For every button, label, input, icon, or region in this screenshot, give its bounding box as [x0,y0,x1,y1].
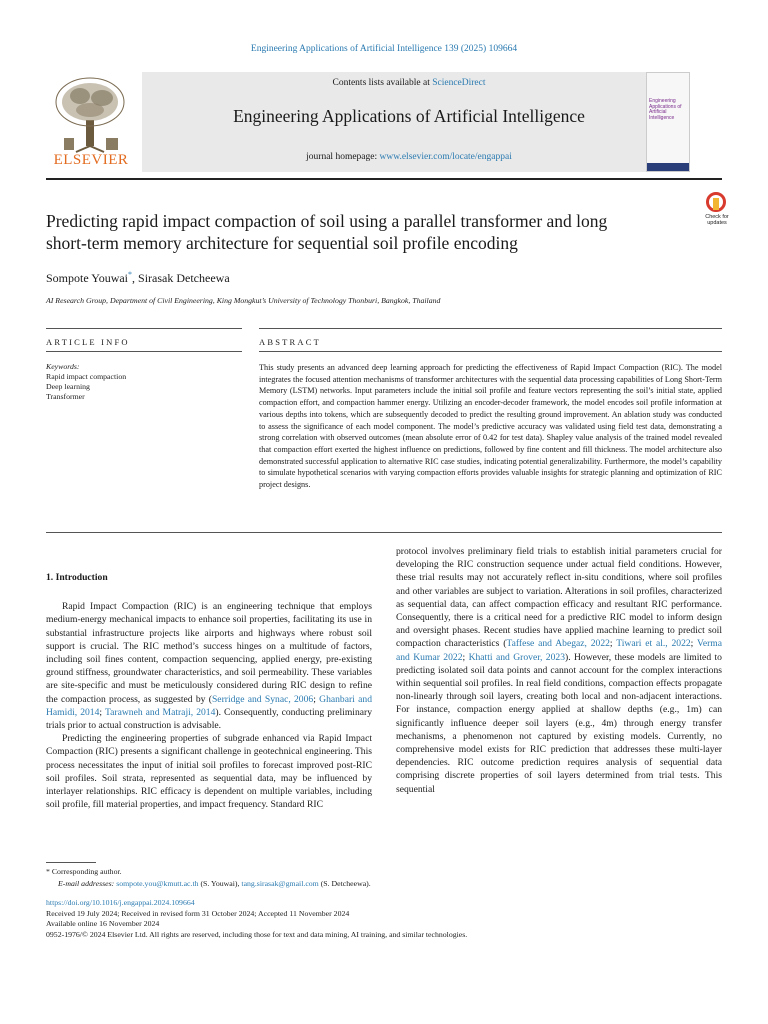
citation-link[interactable]: Serridge and Synac, 2006 [211,693,314,705]
keyword-item: Transformer [46,392,85,401]
citation-separator: ; [462,651,469,663]
copyright-notice: 0952-1976/© 2024 Elsevier Ltd. All rights are reserved, including those for text and data mining, AI training, and similar technologies. [46,929,468,939]
email-owner: (S. Youwai), [198,879,242,888]
keyword-item: Deep learning [46,382,90,391]
abstract-section-divider [46,532,722,533]
article-info-bottom-rule [46,351,242,352]
article-title: Predicting rapid impact compaction of soil using a parallel transformer and long short-term memory architecture for sequential soil profile encoding [46,211,608,253]
section-heading: 1. Introduction [46,572,108,583]
homepage-prefix: journal homepage: [306,152,380,162]
citation-link[interactable]: Tiwari et al., 2022 [616,638,691,650]
elsevier-logo [46,72,136,172]
journal-banner [142,72,676,172]
email-link[interactable]: sompote.you@kmutt.ac.th [116,879,199,888]
contents-prefix: Contents lists available at [332,78,433,88]
journal-title: Engineering Applications of Artificial Intelligence [233,106,585,126]
citation-link[interactable]: Verma and Kumar 2022 [396,638,723,663]
body-column-left [46,545,372,811]
sciencedirect-link[interactable]: ScienceDirect [432,78,486,88]
citation-separator: ; [313,693,320,705]
footnote-rule [46,862,96,863]
paragraph-text: ). Consequently, conducting preliminary trials prior to actual construction is advisable. [46,706,372,732]
check-for-updates-button[interactable] [700,192,734,230]
citation-separator: ; [690,638,697,650]
abstract-heading: ABSTRACT [259,337,321,347]
citation-separator: ; [99,706,105,718]
journal-reference-link[interactable]: Engineering Applications of Artificial Intelligence 139 (2025) 109664 [250,44,518,54]
article-info-heading: ARTICLE INFO [46,337,130,347]
email-owner: (S. Detcheewa). [318,879,371,888]
citation-link[interactable]: Tarawneh and Matraji, 2014 [104,706,216,718]
paragraph-text: ). However, these models are limited to predicting isolated soil data points and cannot account for the complex interactions within sequential soil profiles. In real field conditions, compaction effects propagate non-linearly through soil layers, creating both local and non-adjacent interactions. For instance, compaction energy applied at shallow depths (e.g., 1m) can significantly influence deeper soil layers (e.g., 4m) through energy transfer mechanisms, a phenomenon not captured by existing models. Currently, no comprehensive model exists for RIC prediction that addresses these multi-layer dependencies. RIC outcome prediction requires analysis of sequential data comprising discrete properties of soil layers determined from trial tests. This sequential [396,651,722,795]
author-name[interactable]: Sompote Youwai [46,271,129,285]
citation-link[interactable]: Taffese and Abegaz, 2022 [506,638,610,650]
paragraph-text: protocol involves preliminary field trials to establish initial parameters crucial for developing the RIC construction sequence under actual field conditions. However, these trial results may not accurately reflect in-situ conditions, where soil profiles and other variables are subject to variation. Alterations in soil profiles, characterized as sequential data, can affect compaction efficacy and resultant RIC performance. Consequently, there is a critical need for a predictive RIC model to inform design and oversight phases. Recent studies have applied machine learning to predict soil compaction characteristics ( [396,546,722,650]
crossmark-label: Check for updates [705,214,729,226]
contents-line [142,78,676,88]
homepage-line [142,152,676,162]
citation-link[interactable]: Ghanbari and Hamidi, 2014 [46,693,372,718]
footnotes [46,866,722,890]
doi-link[interactable]: https://doi.org/10.1016/j.engappai.2024.109664 [46,898,195,907]
citation-separator: ; [609,638,617,650]
homepage-link[interactable]: www.elsevier.com/locate/engappai [379,152,512,162]
abstract-bottom-rule [259,351,722,352]
paragraph-text: Rapid Impact Compaction (RIC) is an engineering technique that employs medium-energy mechanical impacts to enhance soil properties, facilitating its use in substantial infrastructure projects like airports and highways where robust soil support is crucial. The RIC method’s success hinges on a multitude of factors, including soil fines content, compaction sequencing, applied energy, pre-existing ground stiffness, groundwater characteristics, and soil permeability. These variables are site-specific and must be meticulously considered during RIC design to refine the compaction process, as suggested by ( [46,601,372,705]
journal-header [46,72,722,172]
author-name[interactable]: Sirasak Detcheewa [138,271,230,285]
keywords-block [46,362,242,402]
publisher-name: ELSEVIER [53,152,129,168]
keyword-item: Rapid impact compaction [46,372,127,381]
body-paragraph [46,600,372,732]
abstract-text: This study presents an advanced deep learning approach for predicting the effectiveness of Rapid Impact Compaction (RIC). The model integrates the focused attention mechanisms of transformer architectures with the sequential data processing capabilities of Long Short-Term Memory (LSTM) networks. Input parameters include the initial soil profile and feature vectors representing the soil’s initial state, applied compaction effort, and compaction hammer energy. Utilizing an encoder-decoder framework, the model encodes soil profile information at various depths into tokens, which are subsequently decoded to predict the resulting ground improvement. An ablation study was conducted to assess the significance of each model component. The model’s predictive accuracy was validated using field test data, demonstrating a strong correlation with observed outcomes (mean absolute error of 0.42 for test data). Shapley value analysis of the trained model revealed that compaction effort exerted the highest influence on predictions, followed by fine content and fill thickness. The model architecture also demonstrated successful application to alternative RIC case studies, indicating potential generalizability. Furthermore, the model’s capability to simulate hypothetical scenarios with varying compaction efforts provides valuable insights for strategic planning and optimization of RIC project designs. [259,363,722,490]
journal-cover-thumbnail[interactable] [646,72,690,172]
received-dates: Received 19 July 2024; Received in revised form 31 October 2024; Accepted 11 November 2024 [46,908,350,918]
abstract-top-rule [259,328,722,329]
publication-info [46,898,722,940]
cover-title: Engineering Applications of Artificial Intelligence [649,98,682,121]
article-info-top-rule [46,328,242,329]
keywords-label: Keywords: [46,362,80,371]
author-separator: , [132,271,139,285]
cover-footer-band [647,163,689,171]
footnote-mark: * [46,867,50,876]
email-addresses [46,878,722,890]
body-paragraph: Predicting the engineering properties of subgrade enhanced via Rapid Impact Compaction (RIC) presents a significant challenge in geotechnical engineering. This process necessitates the input of initial soil profiles to forecast improved post-RIC soil profiles. Soil strata, represented as sequential data, may be influenced by interlayer relationships. RIC efficacy is dependent on multiple variables, including soil profile, fill material properties, and impact frequency. Standard RIC [46,733,372,811]
citation-link[interactable]: Khatti and Grover, 2023 [468,651,565,663]
author-affiliation: AI Research Group, Department of Civil Engineering, King Mongkut’s University of Technology Thonburi, Bangkok, Thailand [46,296,441,305]
author-list [46,270,230,286]
body-column-right [396,545,722,796]
online-date: Available online 16 November 2024 [46,919,160,928]
crossmark-bookmark-icon [713,198,719,210]
corresponding-author-mark[interactable]: * [128,270,133,279]
corresponding-author-note [46,866,722,878]
header-divider [46,178,722,180]
body-paragraph [396,545,722,796]
email-link[interactable]: tang.sirasak@gmail.com [241,879,319,888]
footnote-text: Corresponding author. [51,867,122,876]
email-label: E-mail addresses: [58,879,117,888]
